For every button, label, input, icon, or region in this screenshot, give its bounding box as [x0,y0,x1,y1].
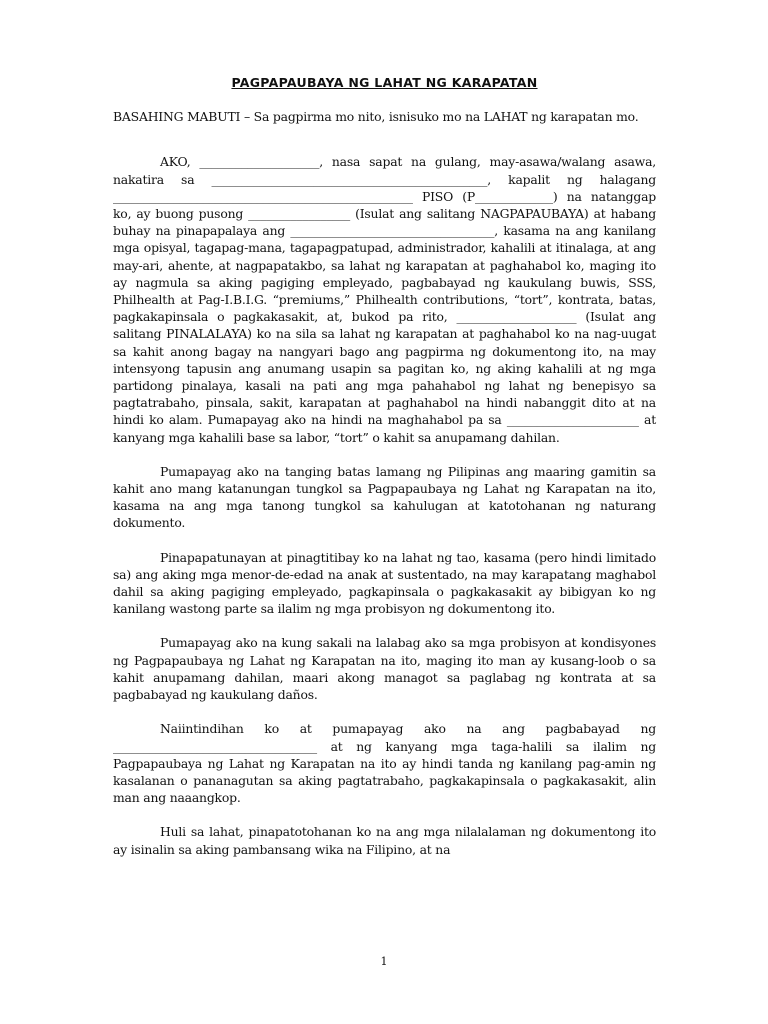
page-number: 1 [380,955,388,968]
paragraph-breach: Pumapayag ako na kung sakali na lalabag ako sa mga probisyon at kondisyones ng Pagpapaubaya ng Lahat ng Karapatan na ito, maging ito man ay kusang-loob o sa kahit anupamang dahilan, maari akong managot sa paglabag ng kontrata at sa pagbabayad ng kaukulang daños. [113,635,656,703]
intro-paragraph: BASAHING MABUTI – Sa pagpirma mo nito, isnisuko mo na LAHAT ng karapatan mo. [113,109,639,125]
paragraph-translation: Huli sa lahat, pinapatotohanan ko na ang mga nilalalaman ng dokumentong ito ay isinalin sa aking pambansang wika na Filipino, at na [113,824,656,857]
paragraph-governing-law: Pumapayag ako na tanging batas lamang ng Pilipinas ang maaring gamitin sa kahit ano mang katanungan tungkol sa Pagpapaubaya ng Lahat ng Karapatan na ito, kasama na ang mga tanong tungkol sa kahulugan at katotohanan ng naturang dokumento. [113,463,656,531]
paragraph-dependents: Pinapapatunayan at pinagtitibay ko na lahat ng tao, kasama (pero hindi limitado sa) ang aking mga menor-de-edad na anak at sustentado, na may karapatang maghabol dahil sa aking pagiging empleyado, pagkapinsala o pagkakasakit ay bibigyan ko ng kanilang wastong parte sa ilalim ng mga probisyon ng dokumentong ito. [113,549,656,617]
paragraph-no-admission: Naiintindihan ko at pumapayag ako na ang pagbabayad ng __________________________________ at ng kanyang mga taga-halili sa ilalim ng Pagpapaubaya ng Lahat ng Karapatan na ito ay hindi tanda ng kanilang pag-amin ng kasalanan o pananagutan sa aking pagtatrabaho, pagkakapinsala o pagkakasakit, alin man ang naaangkop. [113,721,656,806]
document-title: PAGPAPAUBAYA NG LAHAT NG KARAPATAN [231,75,538,90]
paragraph-release: AKO, ____________________, nasa sapat na gulang, may-asawa/walang asawa, nakatira sa ______________________________________________, kapalit ng halagang __________________________________________________ PISO (P_____________) na natanggap ko, ay buong pusong _________________ (Isulat ang salitang NAGPAPAUBAYA) at habang buhay na pinapapalaya ang __________________________________, kasama na ang kanilang mga opisyal, tagapag-mana, tagapagpatupad, administrador, kahalili at itinalaga, at ang may-ari, ahente, at nagpapatakbo, sa lahat ng karapatan at paghahabol ko, maging ito ay nagmula sa aking pagiging empleyado, pagbabayad ng kaukulang buwis, SSS, Philhealth at Pag-I.B.I.G. “premiums,” Philhealth contributions, “tort”, kontrata, batas, pagkakapinsala o pagkakasakit, at, bukod pa rito, ____________________ (Isulat ang salitang PINALALAYA) ko na sila sa lahat ng karapatan at paghahabol ko na nag-uugat sa kahit anong bagay na nangyari bago ang pagpirma ng dokumentong ito, na may intensyong tapusin ang anumang usapin sa pagitan ko, ng aking kahalili at ng mga partidong pinalaya, kasali na pati ang mga pahahabol ng lahat ng benepisyo sa pagtatrabaho, pinsala, sakit, karapatan at paghahabol na hindi nabanggit dito at na hindi ko alam. Pumapayag ako na hindi na maghahabol pa sa ______________________ at kanyang mga kahalili base sa labor, “tort” o kahit sa anupamang dahilan. [113,154,656,445]
document-body [113,74,656,875]
